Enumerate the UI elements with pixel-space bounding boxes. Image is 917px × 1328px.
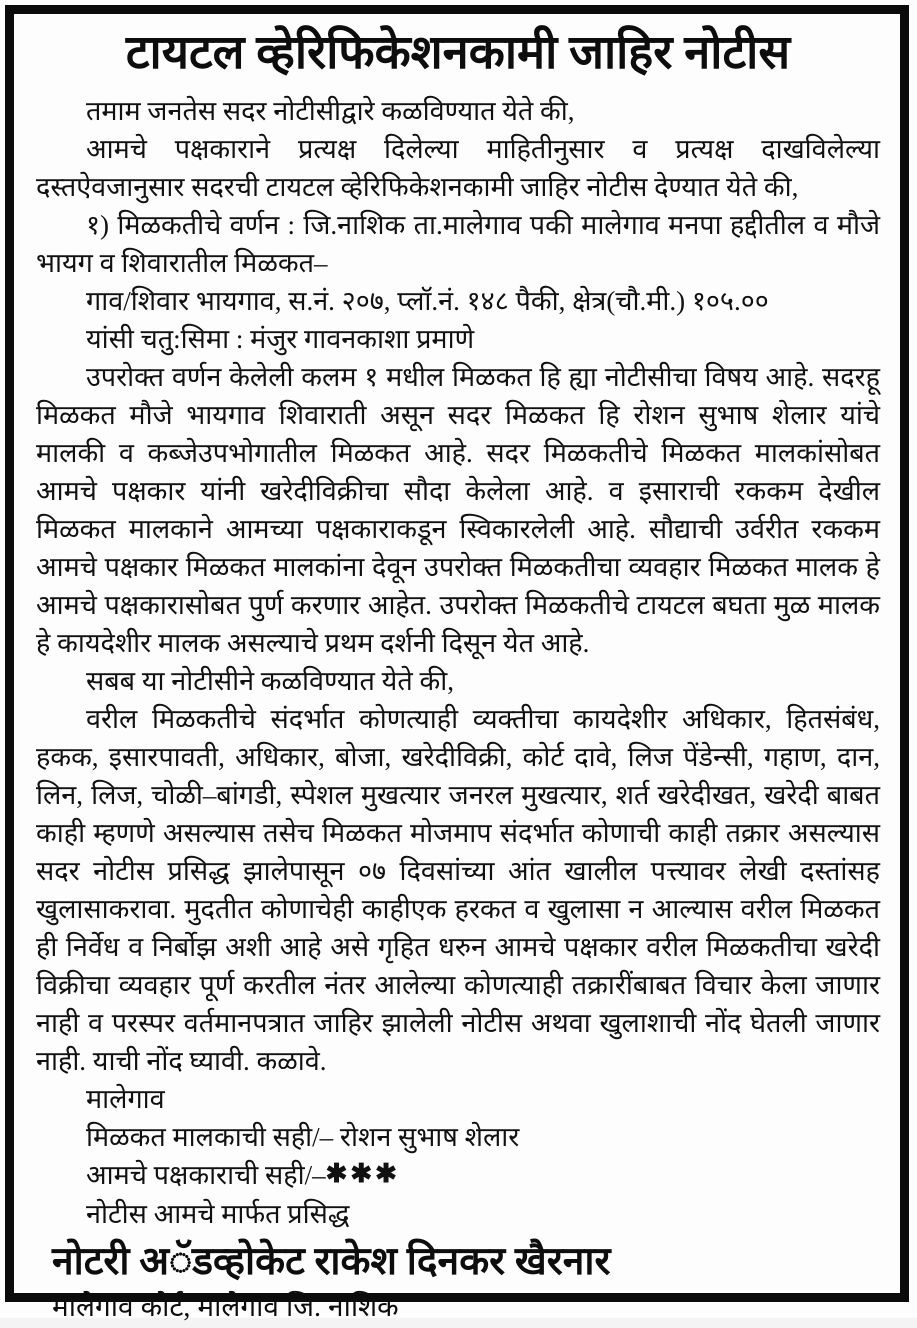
para-property-description: १) मिळकतीचे वर्णन : जि.नाशिक ता.मालेगाव पकी मालेगाव मनपा हद्दीतील व मौजे भायग व शिवारातील मिळकत– bbox=[36, 210, 880, 278]
signature-stars: ✱✱✱ bbox=[325, 1159, 400, 1188]
notary-address: मालेगाव कोर्ट, मालेगाव जि. नाशिक bbox=[52, 1292, 399, 1323]
para-source-of-information: आमचे पक्षकाराने प्रत्यक्ष दिलेल्या माहितीनुसार व प्रत्यक्ष दाखविलेल्या दस्तऐवजानुसार सदरची टायटल व्हेरिफिकेशनकामी जाहिर नोटीस देण्यात येते की, bbox=[36, 134, 880, 202]
notice-border-frame bbox=[5, 5, 909, 1323]
published-by-line: नोटीस आमचे मार्फत प्रसिद्ध bbox=[86, 1199, 350, 1229]
notice-title: टायटल व्हेरिफिकेशनकामी जाहिर नोटीस bbox=[125, 27, 791, 79]
property-details-line: गाव/शिवार भायगाव, स.नं. २०७, प्लॉ.नं. १४८ पैकी, क्षेत्र(चौ.मी.) १०५.०० bbox=[86, 286, 769, 316]
para-transaction-details: उपरोक्त वर्णन केलेली कलम १ मधील मिळकत हि ह्या नोटीसीचा विषय आहे. सदरहू मिळकत मौजे भायगाव शिवाराती असून सदर मिळकत हि रोशन सुभाष शेलार यांचे मालकी व कब्जेउपभोगातील मिळकत आहे. सदर मिळकतीचे मिळकत मालकांसोबत आमचे पक्षकार यांनी खरेदीविक्रीचा सौदा केलेला आहे. व इसाराची रककम देखील मिळकत मालकाने आमच्या पक्षकाराकडून स्विकारलेली आहे. सौद्याची उर्वरीत रककम आमचे पक्षकार मिळकत मालकांना देवून उपरोक्त मिळकतीचा व्यवहार मिळकत मालक हे आमचे पक्षकारासोबत पुर्ण करणार आहेत. उपरोक्त मिळकतीचे टायटल बघता मुळ मालक हे कायदेशीर मालक असल्याचे प्रथम दर्शनी दिसून येत आहे. bbox=[36, 362, 880, 658]
party-signature-label: आमचे पक्षकाराची सही/– bbox=[86, 1160, 326, 1190]
place-line: मालेगाव bbox=[86, 1084, 165, 1114]
party-signature-line bbox=[36, 1156, 880, 1195]
intro-line: तमाम जनतेस सदर नोटीसीद्वारे कळविण्यात येते की, bbox=[86, 96, 575, 126]
owner-signature-line: मिळकत मालकाची सही/– रोशन सुभाष शेलार bbox=[86, 1122, 520, 1152]
boundaries-line: यांसी चतु:सिमा : मंजुर गावनकाशा प्रमाणे bbox=[86, 324, 475, 354]
sabab-line: सबब या नोटीसीने कळविण्यात येते की, bbox=[86, 666, 454, 696]
signature-block bbox=[36, 1080, 880, 1233]
notary-name: नोटरी अॅडव्होकेट राकेश दिनकर खैरनार bbox=[52, 1240, 611, 1283]
para-objection-terms: वरील मिळकतीचे संदर्भात कोणत्याही व्यक्तीचा कायदेशीर अधिकार, हितसंबंध, हकक, इसारपावती, अधिकार, बोजा, खरेदीविक्री, कोर्ट दावे, लिज पेंडेन्सी, गहाण, दान, लिन, लिज, चोळी–बांगडी, स्पेशल मुखत्यार जनरल मुखत्यार, शर्त खरेदीखत, खरेदी बाबत काही म्हणणे असल्यास तसेच मिळकत मोजमाप संदर्भात कोणाची काही तक्रार असल्यास सदर नोटीस प्रसिद्ध झालेपासून ०७ दिवसांच्या आंत खालील पत्त्यावर लेखी दस्तांसह खुलासाकरावा. मुदतीत कोणाचेही काहीएक हरकत व खुलासा न आल्यास वरील मिळकत ही निर्वेध व निर्बोझ अशी आहे असे गृहित धरुन आमचे पक्षकार वरील मिळकतीचा खरेदी विक्रीचा व्यवहार पूर्ण करतील नंतर आलेल्या कोणत्याही तक्रारींबाबत विचार केला जाणार नाही व परस्पर वर्तमानपत्रात जाहिर झालेली नोटीस अथवा खुलाशाची नोंद घेतली जाणार नाही. याची नोंद घ्यावी. कळावे. bbox=[36, 704, 880, 1076]
